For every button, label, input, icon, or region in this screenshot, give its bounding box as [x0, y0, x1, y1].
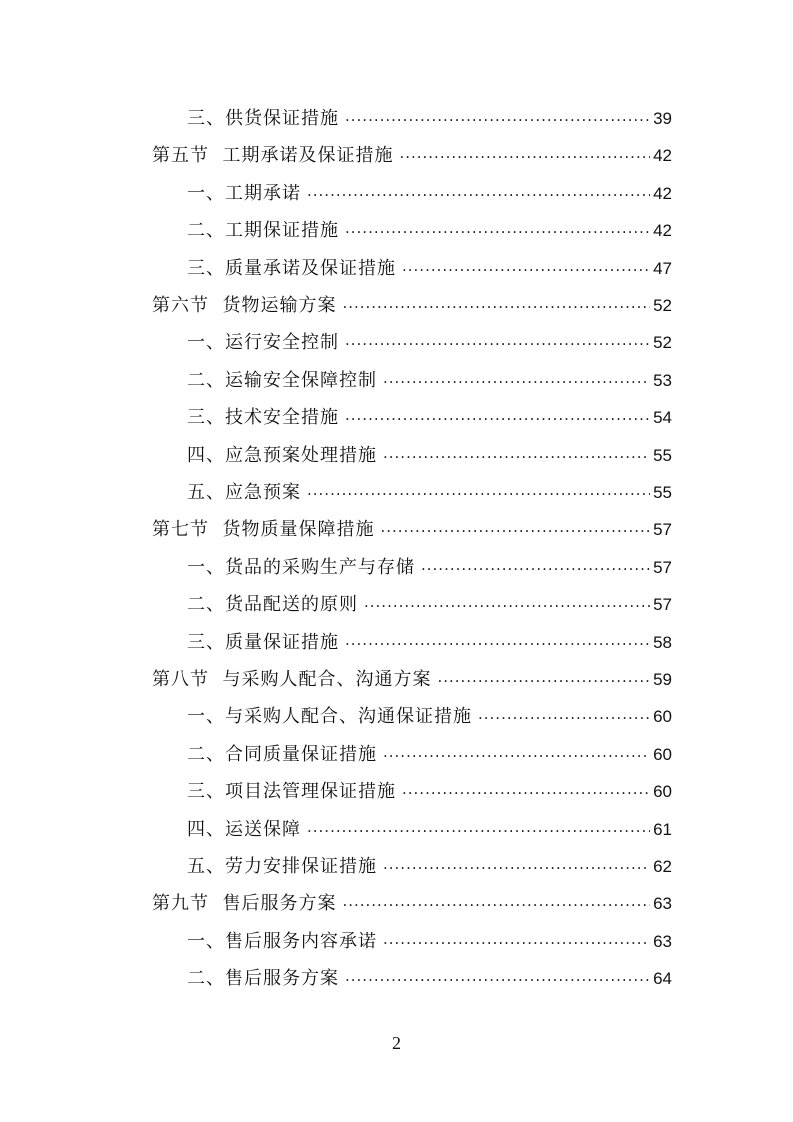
toc-dot-leader [342, 285, 650, 322]
toc-entry[interactable] [187, 362, 672, 399]
toc-entry-page: 42 [653, 221, 672, 241]
toc-entry[interactable] [152, 511, 672, 548]
toc-dot-leader [402, 248, 650, 285]
toc-entry-page: 42 [653, 183, 672, 203]
toc-entry-page: 57 [653, 520, 672, 540]
toc-entry-page: 57 [653, 595, 672, 615]
toc-dot-leader [380, 509, 650, 546]
toc-dot-leader [421, 547, 650, 584]
toc-entry-title: 二、售后服务方案 [187, 968, 339, 990]
toc-entry[interactable] [187, 848, 672, 885]
toc-dot-leader [345, 397, 650, 434]
toc-dot-leader [383, 846, 650, 883]
toc-dot-leader [307, 472, 650, 509]
toc-entry[interactable] [187, 960, 672, 997]
toc-dot-leader [383, 360, 650, 397]
toc-entry[interactable] [187, 698, 672, 735]
toc-entry[interactable] [187, 250, 672, 287]
toc-entry-title: 三、技术安全措施 [187, 407, 339, 429]
toc-entry-title: 三、供货保证措施 [187, 108, 339, 129]
toc-dot-leader [402, 771, 650, 808]
toc-entry-page: 58 [653, 632, 672, 652]
toc-entry[interactable] [152, 661, 672, 698]
toc-entry-page: 63 [653, 931, 672, 951]
toc-entry[interactable] [187, 811, 672, 848]
toc-entry[interactable] [187, 586, 672, 623]
toc-entry[interactable] [152, 885, 672, 922]
toc-entry-page: 54 [653, 408, 672, 428]
toc-entry[interactable] [187, 474, 672, 511]
toc-dot-leader [307, 809, 650, 846]
toc-entry-page: 60 [653, 707, 672, 727]
toc-entry-page: 39 [653, 109, 672, 128]
toc-entry-page: 42 [653, 146, 672, 166]
toc-entry-page: 52 [653, 296, 672, 315]
toc-entry-page: 60 [653, 744, 672, 764]
toc-entry-title: 一、货品的采购生产与存储 [187, 556, 415, 578]
toc-dot-leader [383, 921, 650, 958]
toc-entry-title: 三、质量保证措施 [187, 631, 339, 653]
toc-entry[interactable] [187, 324, 672, 361]
toc-entry-title: 第八节 与采购人配合、沟通方案 [152, 669, 432, 690]
toc-entry-title: 一、售后服务内容承诺 [187, 930, 377, 952]
toc-entry-page: 55 [653, 445, 672, 465]
toc-entry-page: 52 [653, 333, 672, 353]
toc-entry-title: 五、劳力安排保证措施 [187, 856, 377, 877]
toc-entry-page: 59 [653, 670, 672, 689]
toc-entry[interactable] [152, 287, 672, 324]
toc-entry-page: 61 [653, 819, 672, 839]
toc-entry-title: 四、应急预案处理措施 [187, 444, 377, 466]
toc-entry-page: 60 [653, 782, 672, 802]
toc-entry-page: 57 [653, 557, 672, 577]
toc-entry-title: 二、运输安全保障控制 [187, 369, 377, 391]
toc-entry-page: 64 [653, 969, 672, 989]
toc-entry[interactable] [187, 773, 672, 810]
toc-dot-leader [345, 958, 650, 995]
toc-entry-title: 五、应急预案 [187, 482, 301, 503]
toc-entry[interactable] [187, 624, 672, 661]
toc-entry[interactable] [187, 549, 672, 586]
toc-entry-page: 47 [653, 258, 672, 278]
toc-entry-title: 二、工期保证措施 [187, 220, 339, 242]
toc-dot-leader [345, 210, 650, 247]
toc-entry[interactable] [187, 212, 672, 249]
toc-entry-page: 63 [653, 894, 672, 914]
toc-dot-leader [345, 322, 650, 359]
toc-dot-leader [307, 173, 650, 210]
toc-dot-leader [478, 696, 650, 733]
toc-entry-title: 一、工期承诺 [187, 182, 301, 204]
toc-dot-leader [383, 734, 650, 771]
toc-entry[interactable] [152, 137, 672, 174]
toc-entry-title: 三、项目法管理保证措施 [187, 781, 396, 803]
toc-entry-title: 四、运送保障 [187, 818, 301, 840]
toc-entry-title: 第五节 工期承诺及保证措施 [152, 145, 394, 167]
toc-entry-page: 62 [653, 857, 672, 876]
toc-entry-title: 三、质量承诺及保证措施 [187, 257, 396, 279]
toc-dot-leader [364, 584, 650, 621]
toc-entry[interactable] [187, 736, 672, 773]
toc-entry-page: 53 [653, 370, 672, 390]
toc-entry-title: 第九节 售后服务方案 [152, 893, 337, 915]
toc-dot-leader [345, 98, 650, 135]
toc-dot-leader [342, 883, 650, 920]
toc-entry[interactable] [187, 175, 672, 212]
toc-entry[interactable] [187, 923, 672, 960]
toc-entry-title: 二、合同质量保证措施 [187, 743, 377, 765]
toc-entry-page: 55 [653, 483, 672, 502]
toc-entry-title: 第六节 货物运输方案 [152, 295, 337, 316]
toc-entry-title: 二、货品配送的原则 [187, 594, 358, 616]
toc-entry[interactable] [187, 399, 672, 436]
toc-dot-leader [399, 135, 650, 172]
page-number: 2 [392, 1033, 401, 1053]
toc-dot-leader [345, 622, 650, 659]
toc-entry-title: 第七节 货物质量保障措施 [152, 519, 375, 541]
toc-entry[interactable] [187, 100, 672, 137]
toc-dot-leader [383, 435, 650, 472]
toc-entry[interactable] [187, 437, 672, 474]
toc-entry-title: 一、与采购人配合、沟通保证措施 [187, 706, 472, 728]
toc-entry-title: 一、运行安全控制 [187, 332, 339, 354]
toc-dot-leader [437, 659, 650, 696]
